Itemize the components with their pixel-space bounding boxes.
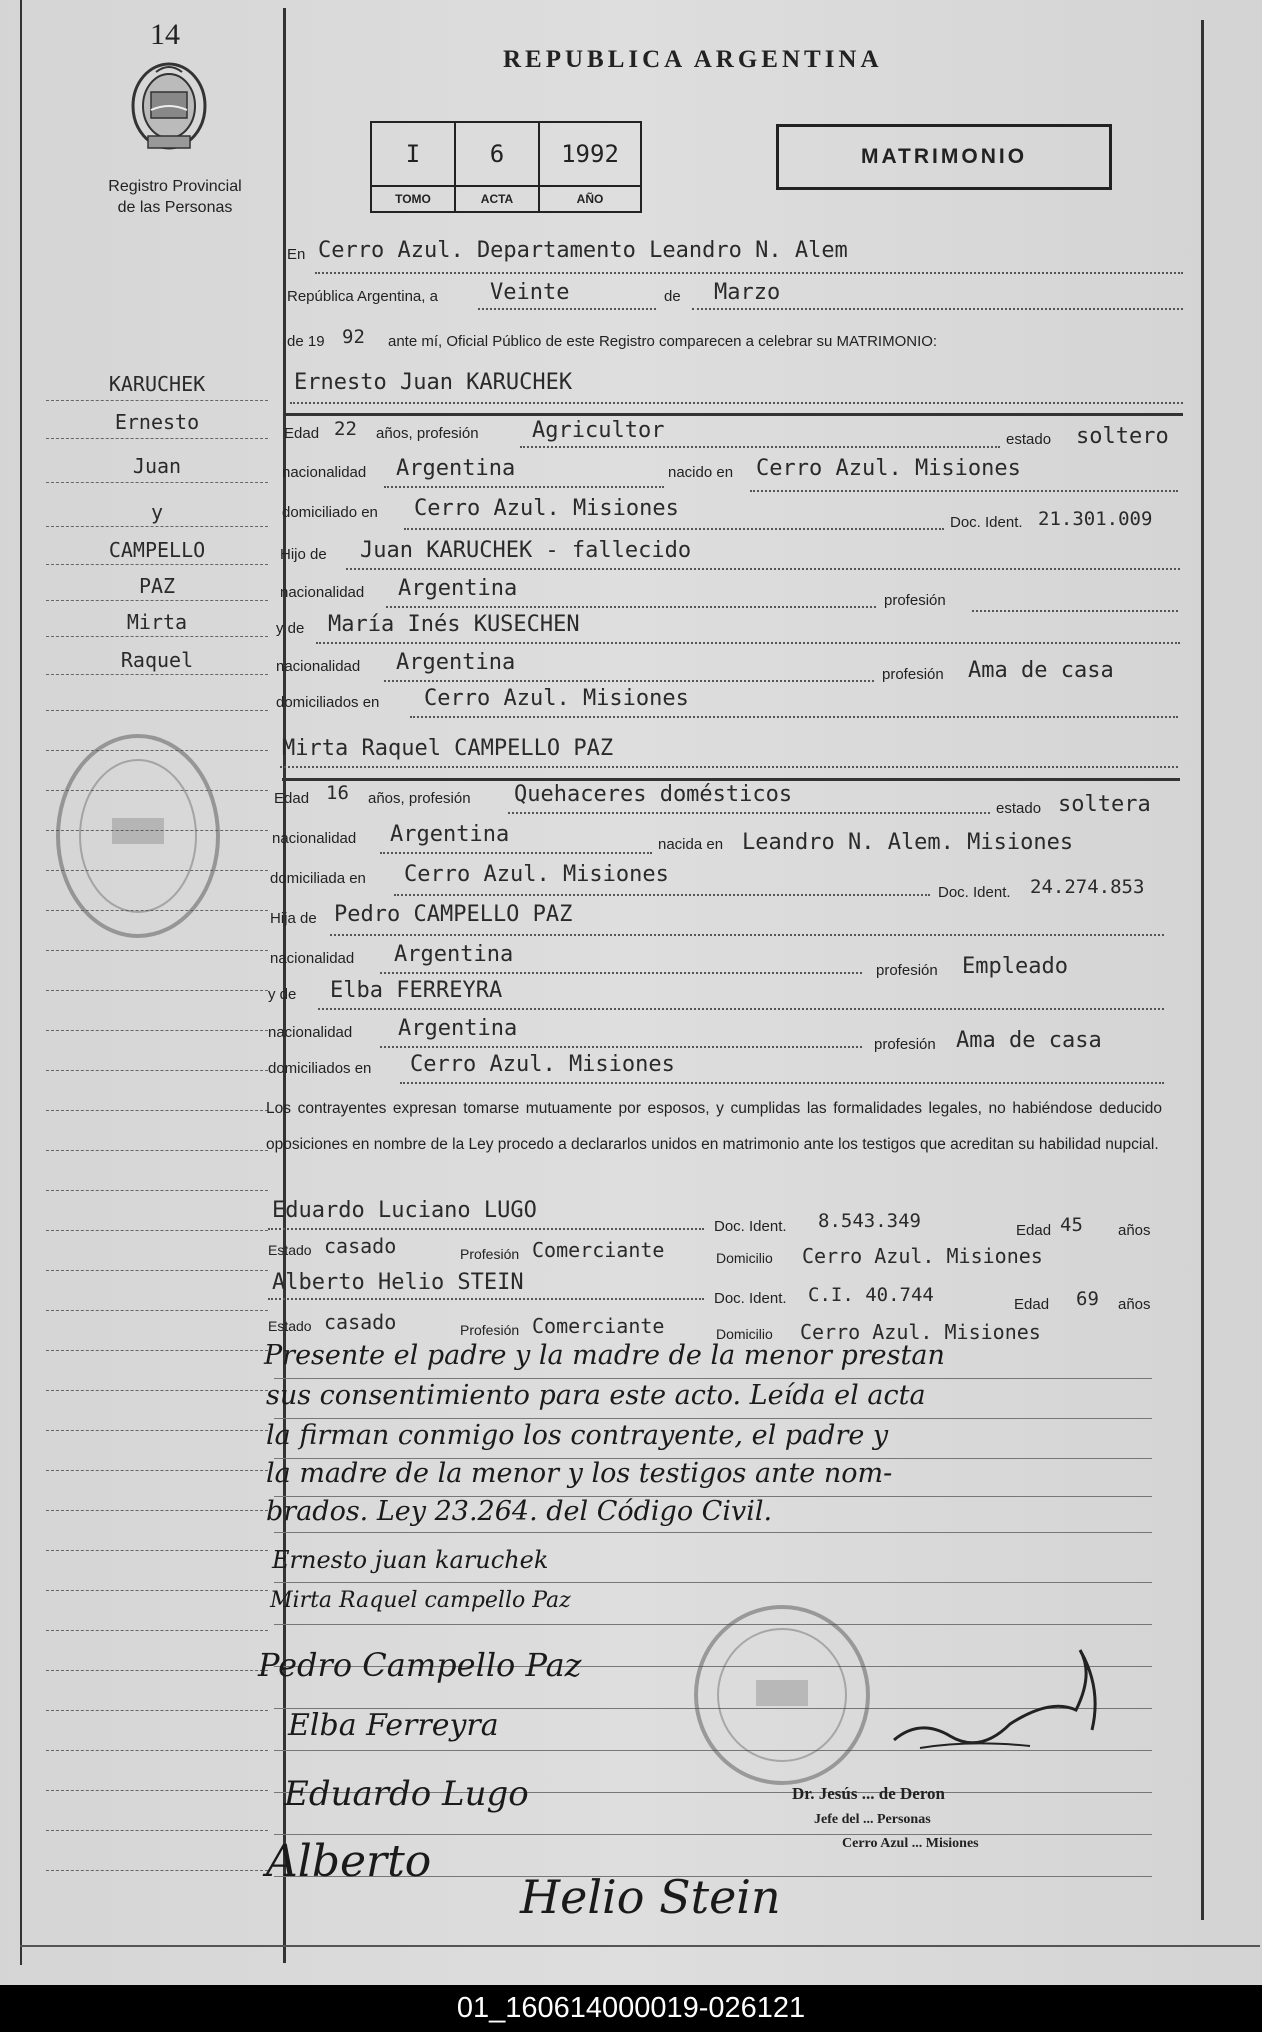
witness-1-age-label: Edad (1016, 1222, 1052, 1239)
section-separator (282, 778, 1180, 781)
month: Marzo (714, 280, 781, 305)
line (692, 308, 1183, 310)
bride-mother-label: y de (268, 986, 297, 1003)
bride-domicile-label: domiciliada en (270, 870, 366, 887)
registry-stamp-icon (52, 730, 224, 942)
line (508, 812, 990, 814)
coat-of-arms-icon (126, 58, 212, 158)
groom-parents-domicile-label: domiciliados en (276, 694, 380, 711)
note-line-4: la madre de la menor y los testigos ante nom- (266, 1458, 893, 1489)
bride-parents-domicile-label: domiciliados en (268, 1060, 372, 1077)
bride-profession: Quehaceres domésticos (514, 782, 793, 807)
line (316, 642, 1180, 644)
signature-bride-mother: Elba Ferreyra (288, 1708, 499, 1743)
bride-mother-nationality-label: nacionalidad (268, 1024, 353, 1041)
margin-line (46, 1230, 268, 1231)
bride-parents-domicile: Cerro Azul. Misiones (410, 1052, 675, 1077)
bride-domicile: Cerro Azul. Misiones (404, 862, 669, 887)
margin-line (46, 1550, 268, 1551)
witness-2-estado: casado (324, 1310, 397, 1334)
margin-line (46, 1870, 268, 1871)
bride-name: Mirta Raquel CAMPELLO PAZ (282, 736, 614, 761)
margin-line (46, 1390, 268, 1391)
groom-profession: Agricultor (532, 418, 665, 443)
groom-mother-nationality-label: nacionalidad (276, 658, 361, 675)
note-line-1: Presente el padre y la madre de la menor prestan (264, 1340, 945, 1371)
margin-conjunction: y (150, 500, 164, 524)
groom-birthplace: Cerro Azul. Misiones (756, 456, 1021, 481)
document-type: MATRIMONIO (776, 124, 1112, 190)
bride-birthplace-label: nacida en (658, 836, 724, 853)
bride-estado: soltera (1058, 792, 1151, 817)
witness-2-doc-label: Doc. Ident. (714, 1290, 787, 1307)
line (394, 894, 930, 896)
line (380, 1046, 862, 1048)
groom-mother-nationality: Argentina (396, 650, 516, 675)
groom-age: 22 (334, 418, 357, 440)
margin-line (46, 482, 268, 483)
bride-doc-label: Doc. Ident. (938, 884, 1011, 901)
signature-bride: Mirta Raquel campello Paz (270, 1588, 571, 1613)
official-place: Cerro Azul ... Misiones (842, 1836, 979, 1851)
bride-doc: 24.274.853 (1030, 876, 1145, 898)
margin-line (46, 1630, 268, 1631)
groom-mother-profession-label: profesión (882, 666, 944, 683)
witness-2-estado-label: Estado (268, 1318, 312, 1334)
witness-1-domicile-label: Domicilio (716, 1250, 773, 1266)
line (280, 766, 1178, 768)
section-separator (284, 413, 1183, 416)
witness-1-name: Eduardo Luciano LUGO (272, 1198, 537, 1223)
witness-2-name: Alberto Helio STEIN (272, 1270, 524, 1295)
witness-2-doc: C.I. 40.744 (808, 1284, 934, 1306)
groom-name: Ernesto Juan KARUCHEK (294, 370, 573, 395)
witness-1-anos: años (1118, 1222, 1151, 1239)
place: Cerro Azul. Departamento Leandro N. Alem (318, 238, 848, 263)
intro-text: ante mí, Oficial Público de este Registro comparecen a celebrar su MATRIMONIO: (388, 333, 938, 350)
bride-estado-label: estado (996, 800, 1042, 817)
groom-mother-profession: Ama de casa (968, 658, 1114, 683)
line (386, 606, 876, 608)
margin-line (46, 990, 268, 991)
margin-line (46, 1350, 268, 1351)
margin-name-1: Ernesto (114, 410, 200, 434)
registry-name (80, 176, 270, 218)
line (380, 852, 652, 854)
registry-line-2: de las Personas (117, 199, 233, 216)
groom-father-nationality-label: nacionalidad (280, 584, 365, 601)
note-line-3: la firman conmigo los contrayente, el padre y (266, 1420, 889, 1451)
margin-line (46, 674, 268, 675)
witness-1-profession-label: Profesión (460, 1246, 520, 1262)
witness-1-profession: Comerciante (532, 1238, 665, 1262)
groom-father-label: Hijo de (280, 546, 327, 563)
margin-line (46, 636, 268, 637)
bride-mother-nationality: Argentina (398, 1016, 518, 1041)
signature-witness-1: Eduardo Lugo (284, 1774, 529, 1814)
line (384, 486, 664, 488)
line (268, 1298, 704, 1300)
groom-doc-label: Doc. Ident. (950, 514, 1023, 531)
groom-father-profession-label: profesión (884, 592, 946, 609)
line (268, 1228, 704, 1230)
groom-father: Juan KARUCHEK - fallecido (360, 538, 692, 563)
republica-label: República Argentina, a (287, 288, 438, 305)
margin-line (46, 1430, 268, 1431)
bride-father: Pedro CAMPELLO PAZ (334, 902, 573, 927)
witness-1-age: 45 (1060, 1214, 1083, 1236)
line (478, 308, 656, 310)
document-id-footer: 01_160614000019-026121 (0, 1985, 1262, 2032)
signature-groom: Ernesto juan karuchek (272, 1546, 549, 1574)
margin-line (46, 1750, 268, 1751)
line (400, 1082, 1164, 1084)
ruled-line (274, 1834, 1152, 1835)
margin-line (46, 438, 268, 439)
margin-surname-bride-2: PAZ (138, 574, 176, 598)
ano-value: 1992 (561, 140, 619, 168)
margin-line (46, 1830, 268, 1831)
line (404, 528, 944, 530)
margin-line (46, 1070, 268, 1071)
groom-nationality: Argentina (396, 456, 516, 481)
line (750, 490, 1178, 492)
line (346, 568, 1180, 570)
official-stamp-icon (690, 1602, 874, 1788)
note-line-2: sus consentimiento para este acto. Leída el acta (266, 1380, 926, 1411)
margin-line (46, 1670, 268, 1671)
page-number: 14 (150, 18, 180, 51)
margin-line (46, 1310, 268, 1311)
witness-2-anos: años (1118, 1296, 1151, 1313)
witness-2-age: 69 (1076, 1288, 1099, 1310)
margin-line (46, 600, 268, 601)
signature-bride-father: Pedro Campello Paz (258, 1646, 582, 1684)
margin-line (46, 1030, 268, 1031)
margin-surname-bride-1: CAMPELLO (108, 538, 206, 562)
ruled-line (274, 1582, 1152, 1583)
bride-nationality: Argentina (390, 822, 510, 847)
groom-profession-label: años, profesión (376, 425, 479, 442)
witness-2-profession-label: Profesión (460, 1322, 520, 1338)
margin-line (46, 1470, 268, 1471)
margin-line (46, 1270, 268, 1271)
note-line-5: brados. Ley 23.264. del Código Civil. (266, 1496, 773, 1527)
registry-line-1: Registro Provincial (108, 178, 242, 195)
bottom-border (20, 1945, 1260, 1947)
acta-label: ACTA (456, 185, 540, 211)
margin-line (46, 1110, 268, 1111)
right-border (1201, 20, 1204, 1920)
line (318, 1008, 1164, 1010)
official-title: Jefe del ... Personas (814, 1812, 931, 1827)
margin-name-3: Mirta (126, 610, 188, 634)
witness-2-profession: Comerciante (532, 1314, 665, 1338)
ruled-line (274, 1418, 1152, 1419)
groom-mother-label: y de (276, 620, 305, 637)
margin-line (46, 526, 268, 527)
groom-nationality-label: nacionalidad (282, 464, 367, 481)
signature-witness-2-a: Alberto (266, 1836, 432, 1887)
tomo-value: I (372, 123, 456, 185)
en-label: En (287, 246, 306, 263)
bride-father-profession-label: profesión (876, 962, 938, 979)
line (380, 972, 862, 974)
bride-age: 16 (326, 782, 349, 804)
bride-father-nationality: Argentina (394, 942, 514, 967)
witness-1-domicile: Cerro Azul. Misiones (802, 1244, 1043, 1268)
margin-line (46, 1150, 268, 1151)
margin-line (46, 1590, 268, 1591)
margin-line (46, 1790, 268, 1791)
line (315, 272, 1183, 274)
margin-name-2: Juan (132, 454, 182, 478)
witness-1-estado: casado (324, 1234, 397, 1258)
declaration-text: Los contrayentes expresan tomarse mutuamente por esposos, y cumplidas las formalidades legales, no habiéndose deducido oposiciones en nombre de la Ley procedo a declararlos unidos en matrimonio ante los testigos que acreditan su habilidad nupcial. (266, 1100, 1162, 1153)
bride-birthplace: Leandro N. Alem. Misiones (742, 830, 1074, 855)
official-signature-icon (880, 1628, 1110, 1762)
bride-father-nationality-label: nacionalidad (270, 950, 355, 967)
day: Veinte (490, 280, 570, 305)
groom-estado: soltero (1076, 424, 1169, 449)
bride-mother-profession-label: profesión (874, 1036, 936, 1053)
bride-profession-label: años, profesión (368, 790, 471, 807)
ano-label: AÑO (540, 185, 640, 211)
bride-mother-profession: Ama de casa (956, 1028, 1102, 1053)
left-border (20, 0, 22, 1965)
republic-title: REPUBLICA ARGENTINA (503, 46, 883, 73)
groom-estado-label: estado (1006, 431, 1052, 448)
witness-1-doc: 8.543.349 (818, 1210, 921, 1232)
groom-doc: 21.301.009 (1038, 508, 1153, 530)
bride-father-label: Hija de (270, 910, 317, 927)
official-name: Dr. Jesús ... de Deron (792, 1784, 946, 1803)
witness-1-estado-label: Estado (268, 1242, 312, 1258)
witness-2-age-label: Edad (1014, 1296, 1050, 1313)
tomo-label: TOMO (372, 185, 456, 211)
line (410, 716, 1178, 718)
groom-birthplace-label: nacido en (668, 464, 734, 481)
margin-line (46, 1190, 268, 1191)
year-suffix: 92 (342, 326, 365, 348)
acta-value: 6 (456, 123, 540, 185)
bride-father-profession: Empleado (962, 954, 1068, 979)
ruled-line (274, 1378, 1152, 1379)
de-label: de (664, 288, 681, 305)
line (384, 680, 874, 682)
margin-line (46, 1510, 268, 1511)
line (330, 934, 1164, 936)
groom-parents-domicile: Cerro Azul. Misiones (424, 686, 689, 711)
margin-line (46, 1710, 268, 1711)
groom-age-label: Edad (284, 425, 320, 442)
witness-1-doc-label: Doc. Ident. (714, 1218, 787, 1235)
bride-mother: Elba FERREYRA (330, 978, 503, 1003)
ruled-line (274, 1532, 1152, 1533)
margin-line (46, 950, 268, 951)
line (290, 402, 1183, 404)
margin-surname-groom: KARUCHEK (108, 372, 206, 396)
line (520, 446, 1000, 448)
groom-mother: María Inés KUSECHEN (328, 612, 580, 637)
groom-domicile: Cerro Azul. Misiones (414, 496, 679, 521)
bride-age-label: Edad (274, 790, 310, 807)
de-19-label: de 19 (287, 333, 325, 350)
margin-line (46, 400, 268, 401)
bride-nationality-label: nacionalidad (272, 830, 357, 847)
signature-witness-2-b: Helio Stein (520, 1870, 781, 1924)
line (972, 610, 1178, 612)
margin-line (46, 710, 268, 711)
groom-domicile-label: domiciliado en (282, 504, 378, 521)
record-table (370, 121, 642, 213)
groom-father-nationality: Argentina (398, 576, 518, 601)
margin-line (46, 564, 268, 565)
margin-name-4: Raquel (120, 648, 194, 672)
witness-2-domicile: Cerro Azul. Misiones (800, 1320, 1041, 1344)
witness-2-domicile-label: Domicilio (716, 1326, 773, 1342)
